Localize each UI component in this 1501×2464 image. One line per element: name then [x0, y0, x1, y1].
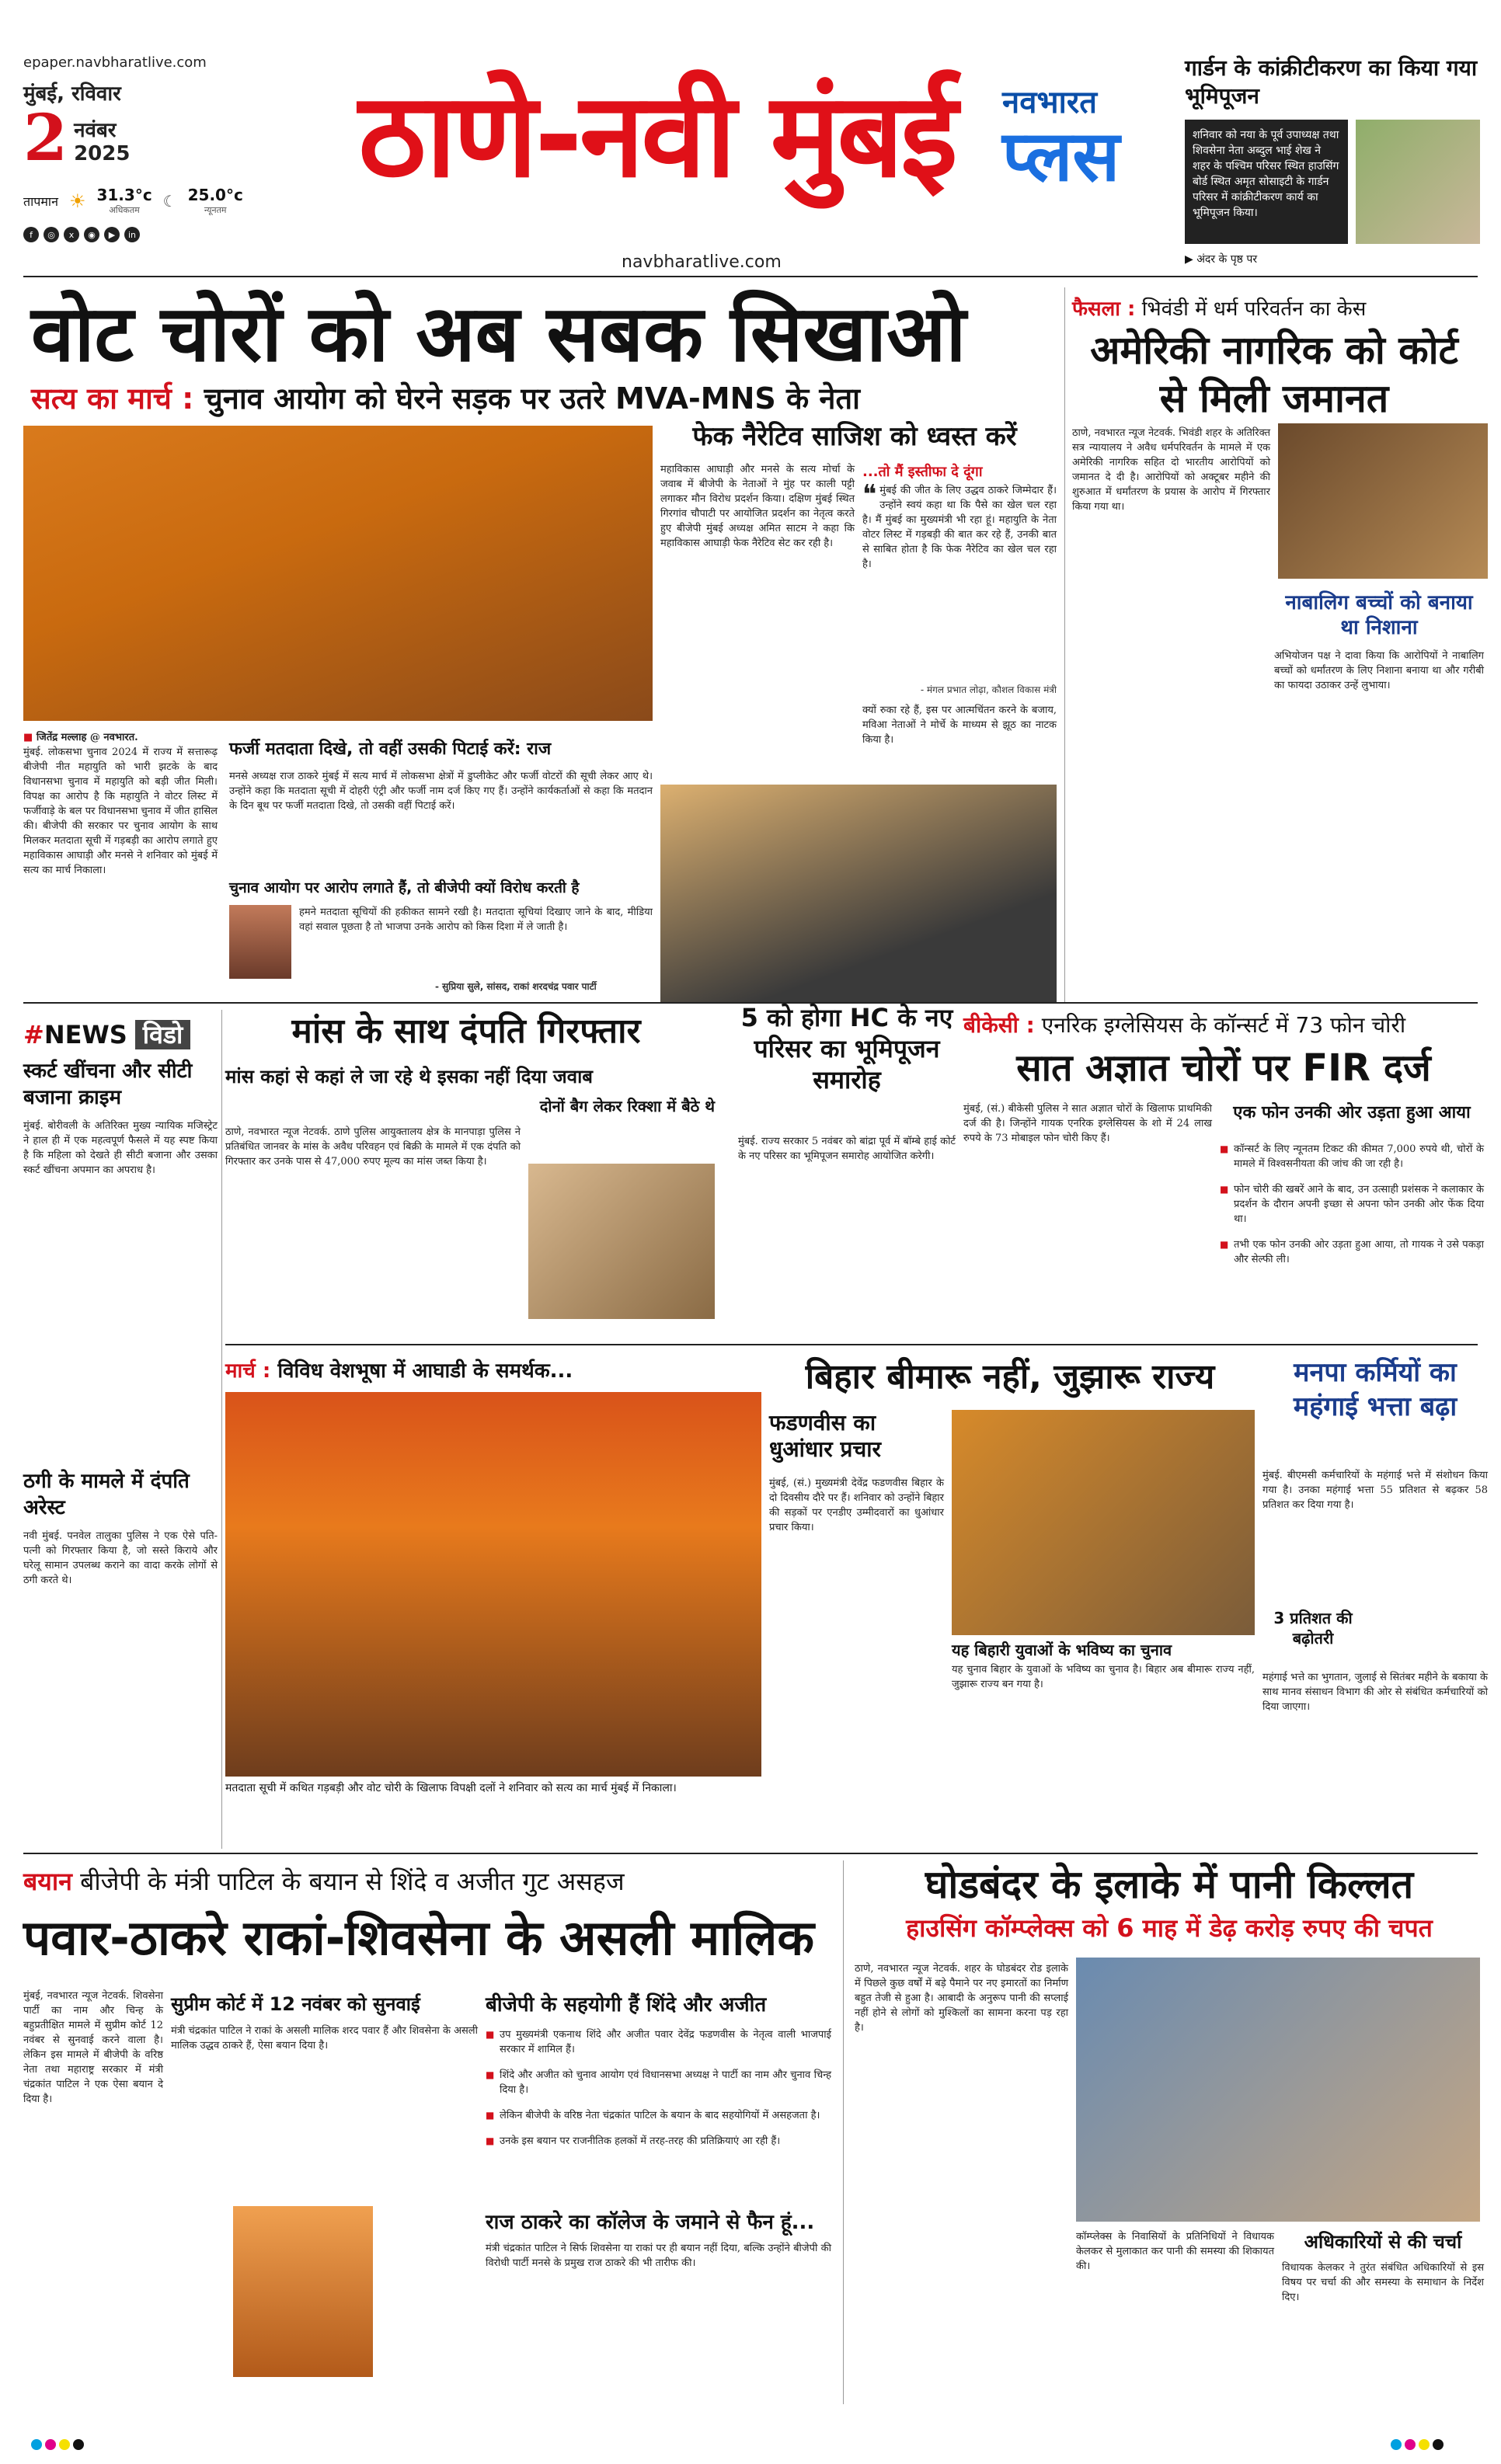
promo-text: शनिवार को नया के पूर्व उपाध्यक्ष तथा शिवसेना नेता अब्दुल भाई शेख ने शहर के पश्चिम परिसर स्थित हाउसिंग बोर्ड स्थित अमृत सोसाइटी के गार्डन परिसर में कांक्रीटीकरण कार्य का भूमिपूजन किया। — [1185, 120, 1348, 244]
meat-head: मांस के साथ दंपति गिरफ्तार — [291, 1011, 641, 1051]
right-tag-label: फैसला : — [1072, 298, 1136, 321]
bihar-cap: यह बिहारी युवाओं के भविष्य का चुनाव — [952, 1641, 1172, 1659]
temp-max-label: अधिकतम — [109, 205, 140, 215]
promo-box — [1185, 54, 1480, 272]
bihar-text: मुंबई, (सं.) मुख्यमंत्री देवेंद्र फडणवीस बिहार के दो दिवसीय दौरे पर हैं। शनिवार को उन्होंने बिहार की सड़कों पर एनडीए उम्मीदवारों का धुआंधार प्रचार किया। — [769, 1477, 944, 1533]
column-divider — [221, 1010, 222, 1849]
bjp-bullet: ■ शिंदे और अजीत को चुनाव आयोग एवं विधानसभा अध्यक्ष ने पार्टी का नाम और चुनाव चिन्ह दिया है। — [486, 2068, 831, 2097]
brand-top: नवभारत — [1002, 85, 1098, 120]
masthead-brand — [1002, 85, 1173, 197]
lead-col4 — [862, 479, 1057, 572]
news-tag — [23, 1018, 190, 1051]
temp-label: तापमान — [23, 193, 58, 209]
lead-subhead — [31, 379, 1033, 418]
arrow-icon: ▶ — [1185, 253, 1197, 266]
moon-icon: ☾ — [162, 191, 177, 211]
thug-head: ठगी के मामले में दंपति अरेस्ट — [23, 1470, 190, 1519]
march-caption: मतदाता सूची में कथित गड़बड़ी और वोट चोरी के खिलाफ विपक्षी दलों ने शनिवार को सत्य का मार्च मुंबई में निकाला। — [225, 1782, 677, 1794]
skirt-head: स्कर्ट खींचना और सीटी बजाना क्राइम — [23, 1060, 193, 1109]
pawar-text: मुंबई, नवभारत न्यूज नेटवर्क. शिवसेना पार्टी का नाम और चिन्ह के बहुप्रतीक्षित मामले में सुप्रीम कोर्ट 12 नवंबर से सुनवाई करने वाला है। लेकिन इस मामले में बीजेपी के वरिष्ठ नेता तथा महाराष्ट्र सरकार में मंत्री चंद्रकांत पाटिल ने एक ऐसा बयान दे दिया है। — [23, 1990, 163, 2105]
reg-dot — [73, 2439, 84, 2450]
bkc-text: एनरिक इग्लेसियस के कॉन्सर्ट में 73 फोन चोरी — [1041, 1012, 1406, 1038]
bihar-head: बिहार बीमारू नहीं, जुझारू राज्य — [805, 1357, 1215, 1397]
thug-text: नवी मुंबई. पनवेल तालुका पुलिस ने एक ऐसे पति-पत्नी को गिरफ्तार किया है, जो सस्ते किराये और घरेलू सामान उपलब्ध कराने का वादा करके लोगों से ठगी करते थे। — [23, 1530, 218, 1586]
masthead-left — [23, 54, 287, 242]
promo-body — [1185, 120, 1480, 244]
reg-dot — [45, 2439, 56, 2450]
march-photo — [225, 1392, 761, 1777]
temp-max-block — [96, 186, 151, 216]
column-divider — [1064, 287, 1065, 1002]
skirt-text: मुंबई. बोरीवली के अतिरिक्त मुख्य न्यायिक मजिस्ट्रेट ने हाल ही में एक महत्वपूर्ण फैसले में यह स्पष्ट किया है कि महिला को देखते ही सीटी बजाना और उसका स्कर्ट खींचना अपमान का अपराध है। — [23, 1120, 218, 1176]
bjp-bullets — [486, 2027, 831, 2159]
rally-photo — [23, 426, 653, 721]
date-month: नवंबर — [74, 119, 117, 142]
right-tag-text: भिवंडी में धर्म परिवर्तन का केस — [1141, 298, 1367, 321]
meeting-photo — [1076, 1958, 1480, 2222]
color-registration-left — [31, 2439, 84, 2450]
news-label: NEWS — [44, 1020, 127, 1049]
quote-head: ...तो मैं इस्तीफा दे दूंगा — [862, 464, 983, 480]
hc-text: मुंबई. राज्य सरकार 5 नवंबर को बांद्रा पूर्व में बॉम्बे हाई कोर्ट के नए परिसर का भूमिपूजन समारोह आयोजित करेगी। — [738, 1136, 956, 1162]
sun-icon: ☀ — [68, 190, 86, 212]
right-tag — [1072, 294, 1476, 325]
mnp-text2: महंगाई भत्ते का भुगतान, जुलाई से सितंबर महीने के बकाया के साथ मानव संसाधन विभाग की ओर से संबंधित कर्मचारियों को दिया जाएगा। — [1262, 1672, 1488, 1713]
da-hike: 3 प्रतिशत की बढ़ोतरी — [1273, 1609, 1353, 1648]
promo-more-label: अंदर के पृष्ठ पर — [1196, 253, 1258, 266]
instagram-icon[interactable]: ◎ — [44, 227, 59, 242]
lead-col3: महाविकास आघाड़ी और मनसे के सत्य मोर्चा के जवाब में बीजेपी के नेताओं ने मुंह पर काली पट्टी लगाकर मौन विरोध प्रदर्शन किया। दक्षिण मुंबई स्थित गिरगांव चौपाटी पर आयोजित प्रदर्शन का नेतृत्व करते हुए बीजेपी मुंबई अध्यक्ष अमित साटम ने कहा कि महाविकास आघाड़ी फेक नैरेटिव सेट कर रही है। — [660, 464, 855, 549]
temp-min-block — [188, 186, 243, 216]
bjp-head: बीजेपी के सहयोगी हैं शिंदे और अजीत — [486, 1993, 767, 2017]
date-year: 2025 — [74, 142, 131, 165]
phone-bullets — [1220, 1142, 1484, 1278]
quote-attrib: - मंगल प्रभात लोढ़ा, कौशल विकास मंत्री — [920, 684, 1057, 695]
protest-photo — [660, 785, 1057, 1002]
date-number: 2 — [23, 101, 68, 176]
bjp-bullet: ■ लेकिन बीजेपी के वरिष्ठ नेता चंद्रकांत पाटिल के बयान के बाद सहयोगियों में असहजता है। — [486, 2108, 831, 2123]
lead-col4b: क्यों रुका रहे हैं, इस पर आत्मचिंतन करने के बजाय, मविआ नेताओं ने मोर्चे के माध्यम से झूठ का नाटक किया है। — [862, 705, 1057, 746]
temp-max: 31.3°c — [96, 186, 152, 204]
bjp-bullet: ■ उनके इस बयान पर राजनीतिक हलकों में तरह-तरह की प्रतिक्रियाएं आ रही हैं। — [486, 2134, 831, 2149]
gavel-photo — [1278, 423, 1488, 579]
reg-dot — [1405, 2439, 1416, 2450]
reg-dot — [1391, 2439, 1402, 2450]
bkc-tag — [963, 1010, 1484, 1041]
housing-sub: हाउसिंग कॉम्प्लेक्स को 6 माह में डेढ़ करोड़ रुपए की चपत — [906, 1913, 1433, 1943]
date-block — [23, 101, 287, 176]
ghod-text: ठाणे, नवभारत न्यूज नेटवर्क. शहर के घोडबंदर रोड इलाके में पिछले कुछ वर्षों में बड़े पैमाने पर नए इमारतों का निर्माण बहुत तेजी से हुआ है। आबादी के अनुरूप पानी की सप्लाई नहीं होने से लोगों को मुश्किलों का सामना करना पड़ रहा है। — [855, 1963, 1068, 2034]
right-headline: अमेरिकी नागरिक को कोर्ट से मिली जमानत — [1090, 328, 1458, 421]
right-text: ठाणे, नवभारत न्यूज नेटवर्क. भिवंडी शहर के अतिरिक्त सत्र न्यायालय ने अवैध धर्मपरिवर्तन के मामले में एक अमेरिकी नागरिक सहित दो भारतीय आरोपियों को जमानत दे दी है। आरोपियों को अक्टूबर महीने की शुरुआत में धर्मांतरण के प्रयास के आरोप में गिरफ्तार किया गया था। — [1072, 427, 1270, 513]
phone-bullet: ■ कॉन्सर्ट के लिए न्यूनतम टिकट की कीमत 7,000 रुपये थी, चोरों के मामले में विश्वसनीयता की जांच की जा रही है। — [1220, 1142, 1484, 1171]
promo-photo — [1356, 120, 1480, 244]
ec-text: हमने मतदाता सूचियों की हकीकत सामने रखी है। मतदाता सूचियां दिखाए जाने के बाद, मीडिया वहां सवाल पूछता है तो भाजपा उनके आरोप को किस दिशा में ले जाती है। — [299, 907, 653, 933]
lead-byline: जितेंद्र मल्लाह @ नवभारत. — [36, 732, 138, 743]
raj-text: मंत्री चंद्रकांत पाटिल ने सिर्फ शिवसेना या राकां पर ही बयान नहीं दिया, बल्कि उन्होंने बीजेपी की विरोधी पार्टी मनसे के प्रमुख राज ठाकरे की भी तारीफ की। — [486, 2243, 831, 2269]
promo-more[interactable] — [1185, 252, 1480, 266]
site-url[interactable]: navbharatlive.com — [622, 252, 782, 272]
x-icon[interactable]: x — [64, 227, 79, 242]
fake-narrative-head: फेक नैरेटिव साजिश को ध्वस्त करें — [692, 421, 1017, 452]
section-divider-3 — [23, 1853, 1478, 1854]
section-divider-2 — [225, 1344, 1478, 1345]
bayan-tag — [23, 1864, 831, 1898]
column-divider — [843, 1860, 844, 2404]
meat-sub2: दोनों बैग लेकर रिक्शा में बैठे थे — [539, 1097, 715, 1115]
march-text: विविध वेशभूषा में आघाडी के समर्थक... — [277, 1359, 573, 1383]
march-tag — [225, 1356, 754, 1387]
ghodbunder-head: घोडबंदर के इलाके में पानी किल्लत — [925, 1862, 1414, 1907]
ec-attrib: - सुप्रिया सुले, सांसद, राकां शरदचंद्र पवार पार्टी — [435, 981, 597, 992]
color-registration-right — [1391, 2439, 1444, 2450]
threads-icon[interactable]: ◉ — [84, 227, 99, 242]
reg-dot — [1419, 2439, 1430, 2450]
city-day: मुंबई, रविवार — [23, 82, 121, 106]
square-icon: ■ — [23, 732, 37, 743]
lead-tag: सत्य का मार्च : — [31, 381, 194, 416]
fake-voter-head: फर्जी मतदाता दिखे, तो वहीं उसकी पिटाई करें: राज — [229, 740, 552, 759]
fir-text: मुंबई, (सं.) बीकेसी पुलिस ने सात अज्ञात चोरों के खिलाफ प्राथमिकी दर्ज की है। जिन्होंने गायक एनरिक इग्लेसियस के शो में 24 लाख रुपये के 73 मोबाइल फोन चोरी किए हैं। — [963, 1103, 1212, 1144]
patil-photo — [233, 2206, 373, 2377]
fir-head: सात अज्ञात चोरों पर FIR दर्ज — [1016, 1046, 1431, 1090]
pawar-head: पवार-ठाकरे राकां-शिवसेना के असली मालिक — [23, 1909, 814, 1966]
social-icons — [23, 227, 287, 242]
bihar-cap-text: यह चुनाव बिहार के युवाओं के भविष्य का चुनाव है। बिहार अब बीमारू राज्य नहीं, जुझारू राज्य बन गया है। — [952, 1664, 1255, 1690]
youtube-icon[interactable]: ▶ — [104, 227, 120, 242]
raj-head: राज ठाकरे का कॉलेज के जमाने से फैन हूं... — [486, 2211, 815, 2234]
officer-head: अधिकारियों से की चर्चा — [1304, 2231, 1462, 2253]
bkc-label: बीकेसी : — [963, 1012, 1035, 1038]
epaper-url[interactable]: epaper.navbharatlive.com — [23, 54, 207, 71]
video-label[interactable]: विडो — [135, 1020, 191, 1049]
hc-head: 5 को होगा HC के नए परिसर का भूमिपूजन समारोह — [740, 1003, 953, 1095]
masthead-title: ठाणे-नवी मुंबई — [358, 68, 955, 204]
lead-headline: वोट चोरों को अब सबक सिखाओ — [31, 288, 966, 379]
facebook-icon[interactable]: f — [23, 227, 39, 242]
masthead-divider — [23, 276, 1478, 277]
lead-col1-text: मुंबई. लोकसभा चुनाव 2024 में राज्य में सत्तारूढ़ बीजेपी नीत महायुति को भारी झटके के बाद विधानसभा चुनाव में महायुति को बड़ी जीत मिली। विपक्ष का आरोप है कि महायुति ने वोटर लिस्ट में फर्जीवाड़े के बल पर विधानसभा चुनाव में जीत हासिल की। बीजेपी की सरकार पर चुनाव आयोग के साथ मिलकर मतदाता सूची में गड़बड़ी का आरोप लगाते हुए महाविकास आघाड़ी और मनसे ने शनिवार को मुंबई में सत्य का मार्च निकाला। — [23, 747, 218, 876]
fadnavis-head: फडणवीस का धुआंधार प्रचार — [769, 1410, 881, 1462]
bjp-bullet: ■ उप मुख्यमंत्री एकनाथ शिंदे और अजीत पवार देवेंद्र फडणवीस के नेतृत्व वाली भाजपाई सरकार में शामिल हैं। — [486, 2027, 831, 2057]
minor-head: नाबालिग बच्चों को बनाया था निशाना — [1285, 591, 1473, 639]
meat-text: ठाणे, नवभारत न्यूज नेटवर्क. ठाणे पुलिस आयुक्तालय क्षेत्र के मानपाड़ा पुलिस ने प्रतिबंधित जानवर के मांस के अवैध परिवहन एवं बिक्री के मामले में एक दंपति को गिरफ्तार कर उनके पास से 47,000 रुपए मूल्य का मांस जब्त किया है। — [225, 1126, 521, 1168]
temp-min: 25.0°c — [187, 186, 243, 204]
officer-text: विधायक केलकर ने तुरंत संबंधित अधिकारियों से इस विषय पर चर्चा की और समस्या के समाधान के निर्देश दिए। — [1282, 2262, 1484, 2303]
lead-subhead-text: चुनाव आयोग को घेरने सड़क पर उतरे MVA-MNS के नेता — [204, 381, 861, 416]
ec-head: चुनाव आयोग पर आरोप लगाते हैं, तो बीजेपी क्यों विरोध करती है — [229, 879, 580, 896]
march-label: मार्च : — [225, 1359, 271, 1383]
phone-bullet: ■ तभी एक फोन उनकी ओर उड़ता हुआ आया, तो गायक ने उसे पकड़ा और सेल्फी ली। — [1220, 1237, 1484, 1267]
news-hash: # — [23, 1020, 44, 1049]
brand-bottom: प्लस — [1002, 116, 1120, 197]
temp-min-label: न्यूनतम — [204, 205, 227, 215]
minor-text: अभियोजन पक्ष ने दावा किया कि आरोपियों ने नाबालिग बच्चों को धर्मांतरण के लिए निशाना बनाया था और गरीबी का फायदा उठाकर उन्हें लुभाया। — [1274, 650, 1484, 691]
reg-dot — [31, 2439, 42, 2450]
linkedin-icon[interactable]: in — [124, 227, 140, 242]
lead-col2: मनसे अध्यक्ष राज ठाकरे मुंबई में सत्य मार्च में लोकसभा क्षेत्रों में डुप्लीकेट और फर्जी वोटरों की सूची लेकर आए थे। उन्होंने कहा कि मतदाता सूची में दोहरी एंट्री और फर्जी नाम दर्ज किए गए हैं। उन्होंने कार्यकर्ताओं से कहा कि मतदान के दिन बूथ पर फर्जी मतदाता दिखे, तो उसकी वहीं पिटाई करें। — [229, 771, 653, 812]
reg-dot — [1433, 2439, 1444, 2450]
weather — [23, 186, 287, 216]
reg-dot — [59, 2439, 70, 2450]
bayan-text: बीजेपी के मंत्री पाटिल के बयान से शिंदे व अजीत गुट असहज — [80, 1867, 625, 1896]
meat-sub: मांस कहां से कहां ले जा रहे थे इसका नहीं दिया जवाब — [225, 1066, 594, 1088]
quote-icon: ❝ — [862, 479, 877, 510]
mnp-head: मनपा कर्मियों का महंगाई भत्ता बढ़ा — [1293, 1357, 1457, 1422]
lead-col1 — [23, 730, 218, 878]
phone-bullet: ■ फोन चोरी की खबरें आने के बाद, उन उत्साही प्रशंसक ने कलाकार के प्रदर्शन के दौरान अपनी इच्छा से अपना फोन उनकी ओर फेंक दिया था। — [1220, 1182, 1484, 1227]
sc-head: सुप्रीम कोर्ट में 12 नवंबर को सुनवाई — [171, 1993, 420, 2015]
promo-title: गार्डन के कांक्रीटीकरण का किया गया भूमिपूजन — [1185, 55, 1478, 109]
meeting-cap: कॉम्प्लेक्स के निवासियों के प्रतिनिधियों ने विधायक केलकर से मुलाकात कर पानी की समस्या की शिकायत की। — [1076, 2231, 1274, 2272]
police-illustration — [528, 1164, 715, 1319]
sc-text: मंत्री चंद्रकांत पाटिल ने राकां के असली मालिक शरद पवार हैं और शिवसेना के असली मालिक उद्धव ठाकरे हैं, ऐसा बयान दिया है। — [171, 2025, 478, 2052]
bayan-label: बयान — [23, 1867, 72, 1896]
phone-head: एक फोन उनकी ओर उड़ता हुआ आया — [1233, 1103, 1471, 1122]
fadnavis-photo — [952, 1410, 1255, 1635]
mnp-text: मुंबई. बीएमसी कर्मचारियों के महंगाई भत्ते में संशोधन किया गया है। उनका महंगाई भत्ता 55 प्रतिशत से बढ़कर 58 प्रतिशत कर दिया गया है। — [1262, 1470, 1488, 1511]
supriya-photo — [229, 905, 291, 979]
lead-col4-text: मुंबई की जीत के लिए उद्धव ठाकरे जिम्मेदार हैं। उन्होंने स्वयं कहा था कि पैसे का खेल चल रहा है। मैं मुंबई का मुख्यमंत्री भी रहा हूं। महायुति के नेता वोटर लिस्ट में गड़बड़ी की बात कर रहे हैं, उनकी बात से साबित होता है कि फेक नैरेटिव का खेल चल रहा है। — [862, 485, 1057, 570]
